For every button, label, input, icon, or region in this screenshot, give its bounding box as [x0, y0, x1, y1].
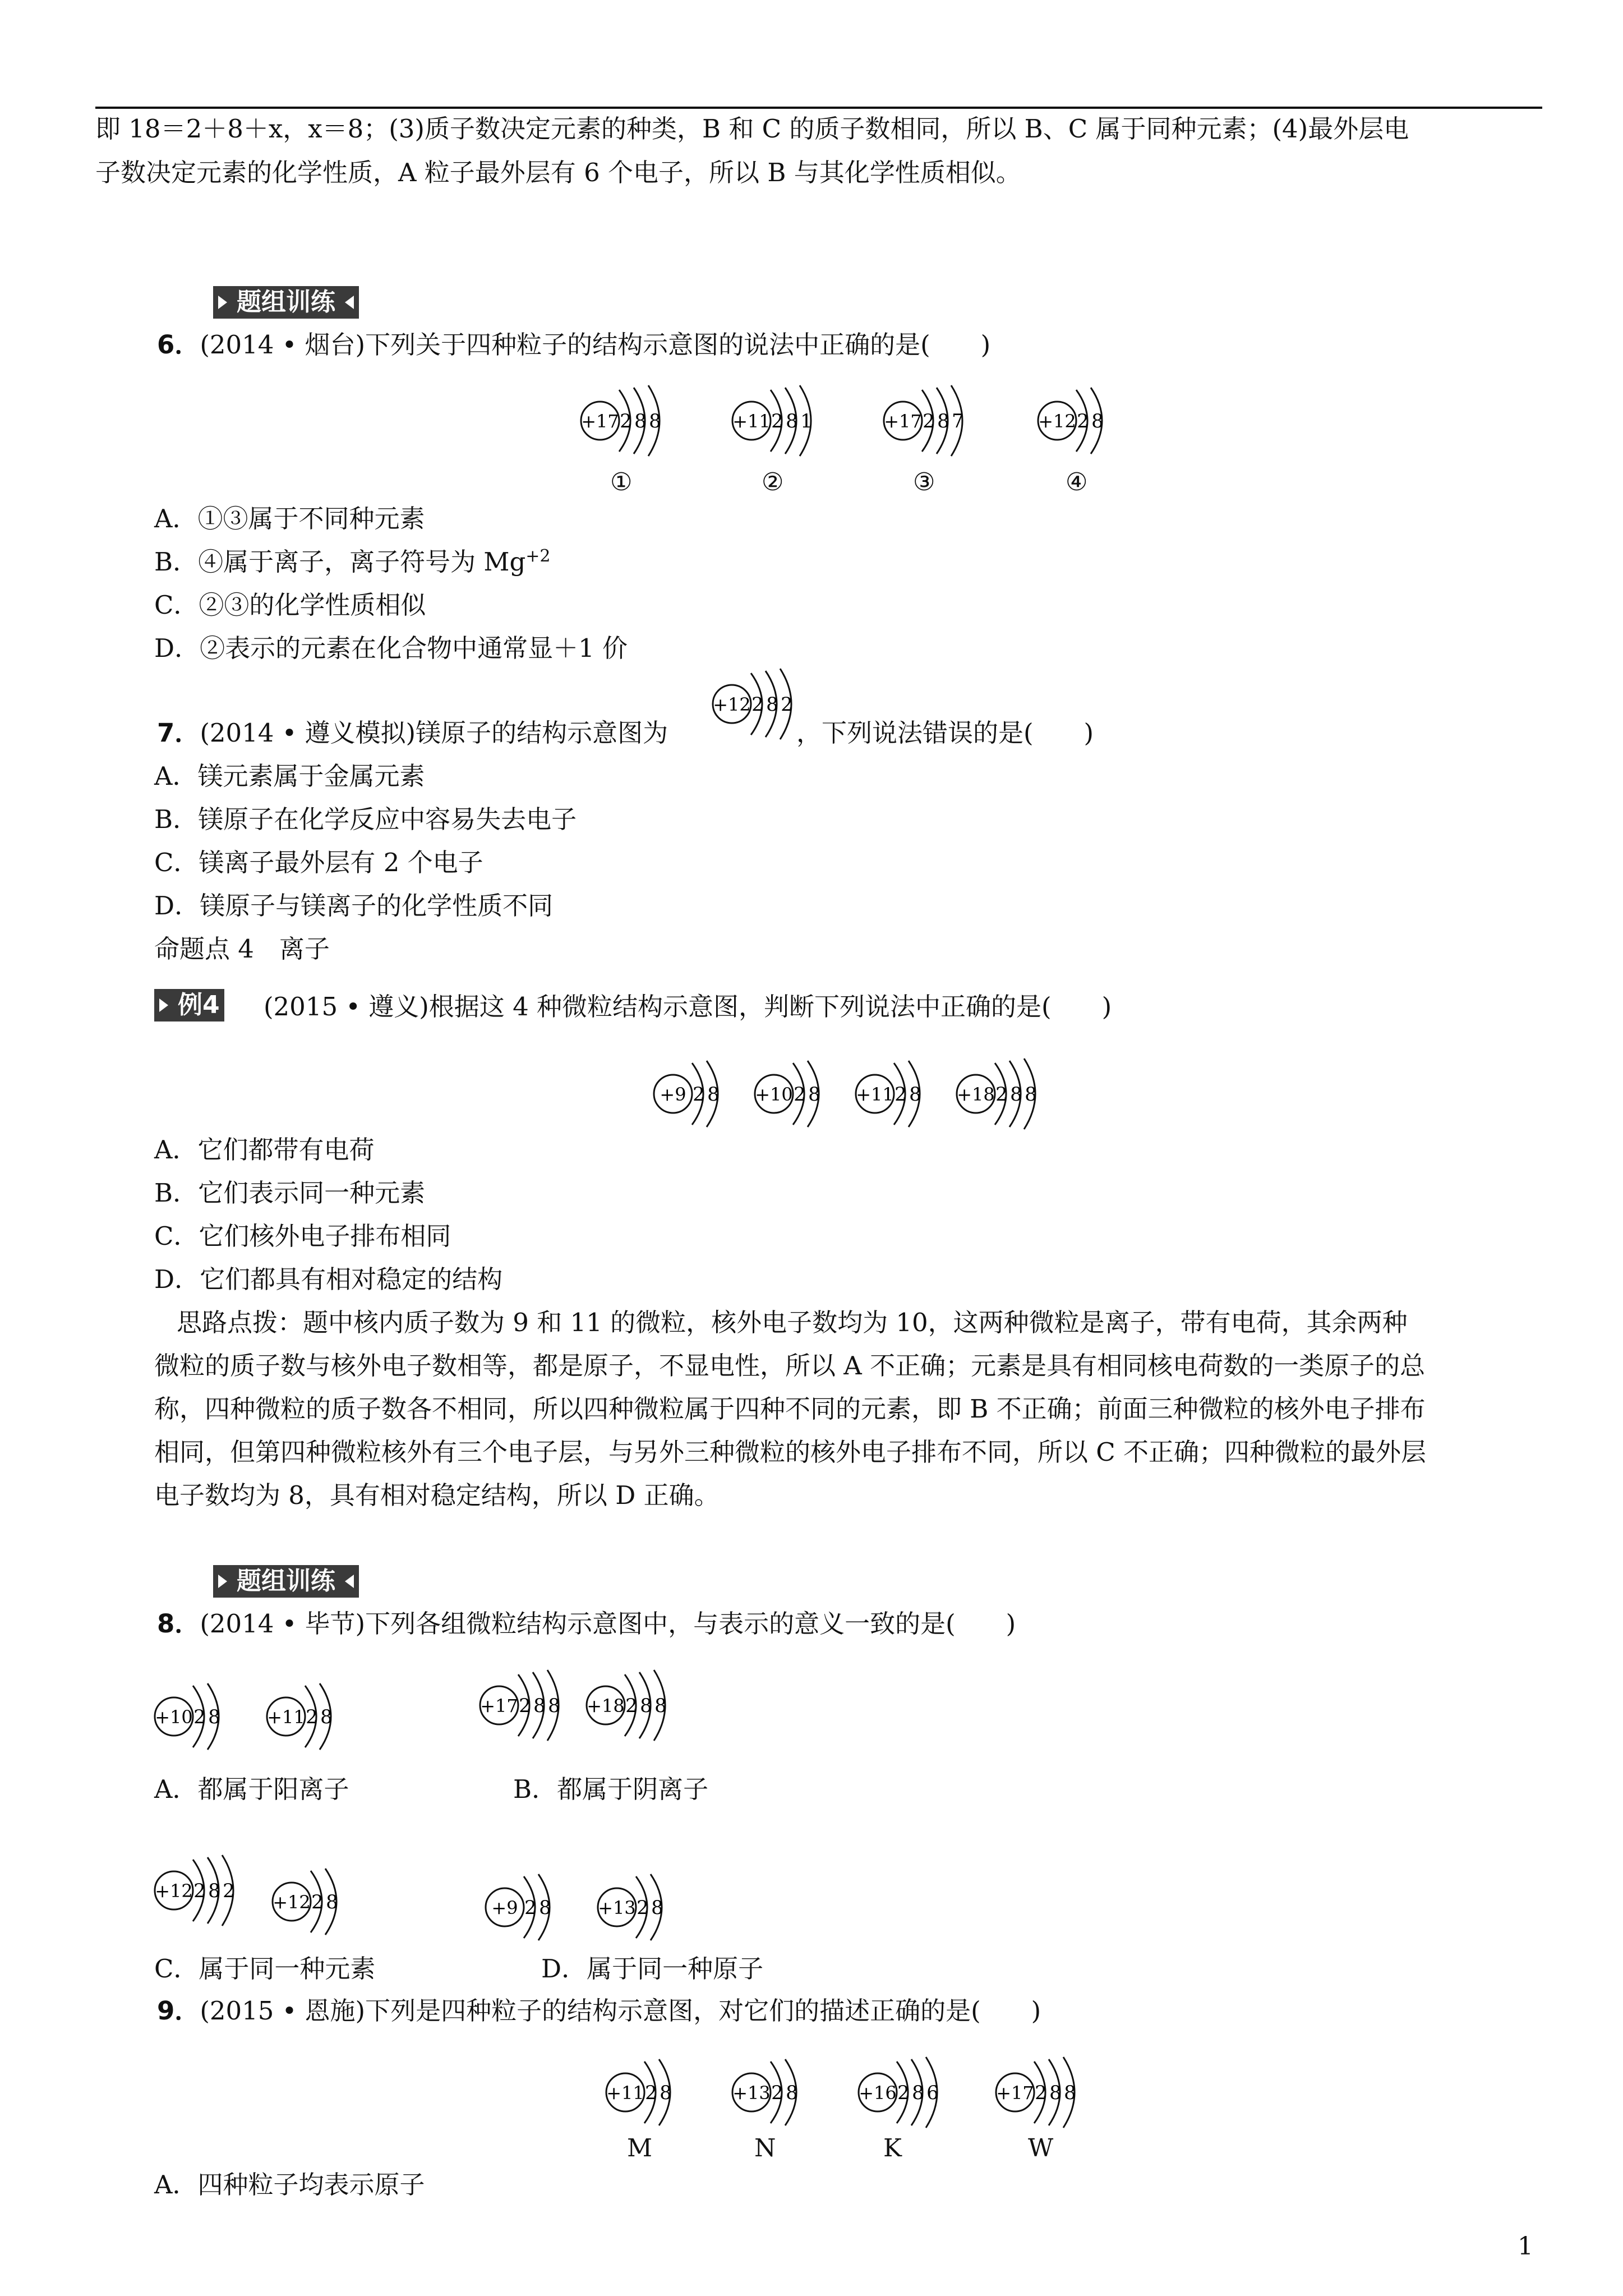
atom-diagram: [269, 1862, 362, 1941]
option-c: C．镁离子最外层有 2 个电子: [154, 848, 483, 877]
question-number: 6．: [157, 330, 200, 360]
atom-diagram: [151, 1851, 259, 1930]
shell-electron-count: 8: [634, 410, 647, 432]
shell-electron-count: 8: [786, 2082, 798, 2104]
nucleus-charge: +11: [267, 1706, 305, 1728]
topic-heading: 命题点 4 离子: [154, 934, 330, 964]
atom-diagram: [1035, 381, 1128, 460]
shell-electron-count: 8: [548, 1695, 560, 1717]
analysis-line: 思路点拨：题中核内质子数为 9 和 11 的微粒，核外电子数均为 10，这两种微粒是离子，带有电荷，其余两种: [177, 1308, 1408, 1337]
shell-electron-count: 2: [771, 2082, 783, 2104]
shell-electron-count: 2: [306, 1706, 318, 1728]
atom-diagram: [482, 1868, 575, 1947]
analysis-line: 电子数均为 8，具有相对稳定结构，所以 D 正确。: [154, 1480, 720, 1510]
section-tag: 题组训练: [213, 286, 359, 319]
shell-electron-count: 8: [539, 1897, 551, 1919]
group-caption-a: A．都属于阳离子: [154, 1774, 349, 1804]
shell-electron-count: 2: [193, 1880, 206, 1902]
shell-electron-count: 8: [937, 410, 949, 432]
atom-diagram: [751, 1055, 845, 1133]
question-number: 7．: [157, 718, 200, 748]
diagram-label: M: [627, 2134, 653, 2162]
shell-electron-count: 8: [326, 1891, 338, 1913]
atom-diagram: [264, 1677, 357, 1756]
atom-diagram: [852, 1055, 946, 1133]
atom-diagram: [953, 1055, 1061, 1133]
shell-electron-count: 2: [693, 1083, 705, 1106]
nucleus-charge: +12: [1038, 411, 1076, 432]
question-7-stem-part-1: 7．(2014 • 遵义模拟)镁原子的结构示意图为: [157, 718, 668, 748]
top-text-line-2: 子数决定元素的化学性质，A 粒子最外层有 6 个电子，所以 B 与其化学性质相似。: [95, 158, 1021, 187]
nucleus-charge: +17: [480, 1695, 518, 1717]
shell-electron-count: 2: [637, 1897, 649, 1919]
diagram-label: N: [754, 2134, 776, 2162]
shell-electron-count: 2: [645, 2082, 657, 2104]
shell-electron-count: 2: [751, 693, 764, 716]
nucleus-charge: +11: [856, 1084, 894, 1105]
atom-diagram: [855, 2053, 963, 2132]
nucleus-charge: +18: [957, 1084, 995, 1105]
shell-electron-count: 2: [923, 410, 935, 432]
shell-electron-count: 7: [952, 410, 964, 432]
option-b: B．镁原子在化学反应中容易失去电子: [154, 804, 577, 834]
question-6-stem: 6．(2014 • 烟台)下列关于四种粒子的结构示意图的说法中正确的是( ): [157, 330, 991, 360]
shell-electron-count: 2: [519, 1695, 531, 1717]
shell-electron-count: 8: [533, 1695, 546, 1717]
shell-electron-count: 8: [320, 1706, 333, 1728]
option-b: B．④属于离子，离子符号为 $Mg^{+2}$: [154, 546, 551, 577]
nucleus-charge: +12: [713, 694, 751, 715]
shell-electron-count: 8: [707, 1083, 720, 1106]
nucleus-charge: +17: [884, 411, 922, 432]
shell-electron-count: 8: [1064, 2082, 1076, 2104]
nucleus-charge: +17: [581, 411, 619, 432]
option-c: C．②③的化学性质相似: [154, 590, 426, 620]
shell-electron-count: 2: [771, 410, 783, 432]
shell-electron-count: 2: [1077, 410, 1089, 432]
atom-diagram: [594, 1868, 688, 1947]
option-c: C．它们核外电子排布相同: [154, 1221, 451, 1251]
nucleus-charge: +11: [732, 411, 771, 432]
question-number: 8．: [157, 1609, 200, 1639]
option-b: B．它们表示同一种元素: [154, 1178, 426, 1208]
shell-electron-count: 6: [926, 2082, 939, 2104]
shell-electron-count: 2: [995, 1083, 1008, 1106]
diagram-label: ④: [1066, 468, 1088, 496]
group-caption-c: C．属于同一种元素: [154, 1954, 376, 1984]
shell-electron-count: 2: [311, 1891, 324, 1913]
analysis-line: 称，四种微粒的质子数各不相同，所以四种微粒属于四种不同的元素，即 B 不正确；前面三种微粒的核外电子排布: [154, 1394, 1426, 1424]
atom-diagram: [151, 1677, 245, 1756]
shell-electron-count: 8: [808, 1083, 820, 1106]
atom-diagram: [880, 381, 988, 460]
play-right-icon: [213, 286, 232, 319]
question-7-stem-part-2: ，下列说法错误的是( ): [796, 718, 1094, 748]
shell-electron-count: 8: [660, 2082, 672, 2104]
nucleus-charge: +18: [587, 1695, 625, 1717]
shell-electron-count: 8: [1091, 410, 1104, 432]
shell-electron-count: 2: [625, 1695, 638, 1717]
question-8-stem: 8．(2014 • 毕节)下列各组微粒结构示意图中，与表示的意义一致的是( ): [157, 1609, 1016, 1639]
shell-electron-count: 8: [1049, 2082, 1062, 2104]
nucleus-charge: +10: [155, 1706, 193, 1728]
shell-electron-count: 2: [620, 410, 632, 432]
group-caption-b: B．都属于阴离子: [513, 1774, 709, 1804]
play-left-icon: [340, 1565, 359, 1598]
shell-electron-count: 2: [193, 1706, 206, 1728]
nucleus-charge: +13: [732, 2082, 771, 2104]
nucleus-charge: +16: [859, 2082, 897, 2104]
example-tag: 例4: [154, 989, 224, 1022]
shell-electron-count: 2: [223, 1880, 235, 1902]
option-d: D．②表示的元素在化合物中通常显＋1 价: [154, 633, 628, 663]
option-d: D．它们都具有相对稳定的结构: [154, 1264, 503, 1294]
diagram-label: ①: [610, 468, 633, 496]
option-a: A．镁元素属于金属元素: [154, 761, 425, 791]
analysis-line: 相同，但第四种微粒核外有三个电子层，与另外三种微粒的核外电子排布不同，所以 C 不正确；四种微粒的最外层: [154, 1437, 1427, 1467]
nucleus-charge: +9: [491, 1897, 518, 1918]
diagram-label: ②: [762, 468, 784, 496]
nucleus-charge: +12: [273, 1892, 311, 1913]
shell-electron-count: 2: [895, 1083, 907, 1106]
shell-electron-count: 8: [651, 1897, 663, 1919]
top-text-line-1: 即 18＝2＋8＋x，x＝8；(3)质子数决定元素的种类，B 和 C 的质子数相同，所以 B、C 属于同种元素；(4)最外层电: [95, 114, 1409, 144]
shell-electron-count: 8: [208, 1880, 220, 1902]
question-number: 9．: [157, 1996, 200, 2026]
nucleus-charge: +17: [996, 2082, 1034, 2104]
shell-electron-count: 1: [800, 410, 813, 432]
play-right-icon: [213, 1565, 232, 1598]
shell-electron-count: 2: [1035, 2082, 1047, 2104]
nucleus-charge: +11: [606, 2082, 644, 2104]
atom-diagram: [993, 2053, 1100, 2132]
shell-electron-count: 8: [766, 693, 778, 716]
shell-electron-count: 2: [781, 693, 793, 716]
option-d: D．镁原子与镁离子的化学性质不同: [154, 891, 554, 921]
option-a: A．①③属于不同种元素: [154, 504, 425, 533]
shell-electron-count: 2: [794, 1083, 806, 1106]
shell-electron-count: 2: [897, 2082, 910, 2104]
option-a: A．它们都带有电荷: [154, 1135, 375, 1165]
group-caption-d: D．属于同一种原子: [541, 1954, 764, 1984]
shell-electron-count: 8: [912, 2082, 924, 2104]
atom-diagram: [729, 381, 837, 460]
top-rule: [95, 107, 1542, 109]
shell-electron-count: 2: [524, 1897, 537, 1919]
question-9-stem: 9．(2015 • 恩施)下列是四种粒子的结构示意图，对它们的描述正确的是( ): [157, 1996, 1041, 2026]
example-4-stem: (2015 • 遵义)根据这 4 种微粒结构示意图，判断下列说法中正确的是( ): [264, 992, 1112, 1022]
diagram-label: K: [883, 2134, 902, 2162]
nucleus-charge: +12: [155, 1880, 193, 1902]
atom-diagram: [583, 1666, 691, 1745]
analysis-line: 微粒的质子数与核外电子数相等，都是原子，不显电性，所以 A 不正确；元素是具有相同核电荷数的一类原子的总: [154, 1351, 1426, 1381]
atom-diagram: [651, 1055, 744, 1133]
shell-electron-count: 8: [1025, 1083, 1037, 1106]
diagram-label: W: [1028, 2134, 1054, 2162]
shell-electron-count: 8: [208, 1706, 220, 1728]
option-a: A．四种粒子均表示原子: [154, 2170, 425, 2200]
atom-diagram: [578, 381, 685, 460]
shell-electron-count: 8: [909, 1083, 921, 1106]
play-left-icon: [340, 286, 359, 319]
play-right-icon: [154, 989, 173, 1022]
nucleus-charge: +13: [598, 1897, 636, 1918]
page-number: 1: [1518, 2232, 1533, 2261]
nucleus-charge: +10: [755, 1084, 793, 1105]
atom-diagram: [603, 2053, 696, 2132]
shell-electron-count: 8: [654, 1695, 667, 1717]
shell-electron-count: 8: [640, 1695, 652, 1717]
shell-electron-count: 8: [649, 410, 661, 432]
shell-electron-count: 8: [1010, 1083, 1022, 1106]
atom-diagram: [477, 1666, 584, 1745]
diagram-label: ③: [913, 468, 935, 496]
shell-electron-count: 8: [786, 410, 798, 432]
section-tag: 题组训练: [213, 1565, 359, 1598]
nucleus-charge: +9: [660, 1084, 686, 1105]
atom-diagram: [729, 2053, 822, 2132]
